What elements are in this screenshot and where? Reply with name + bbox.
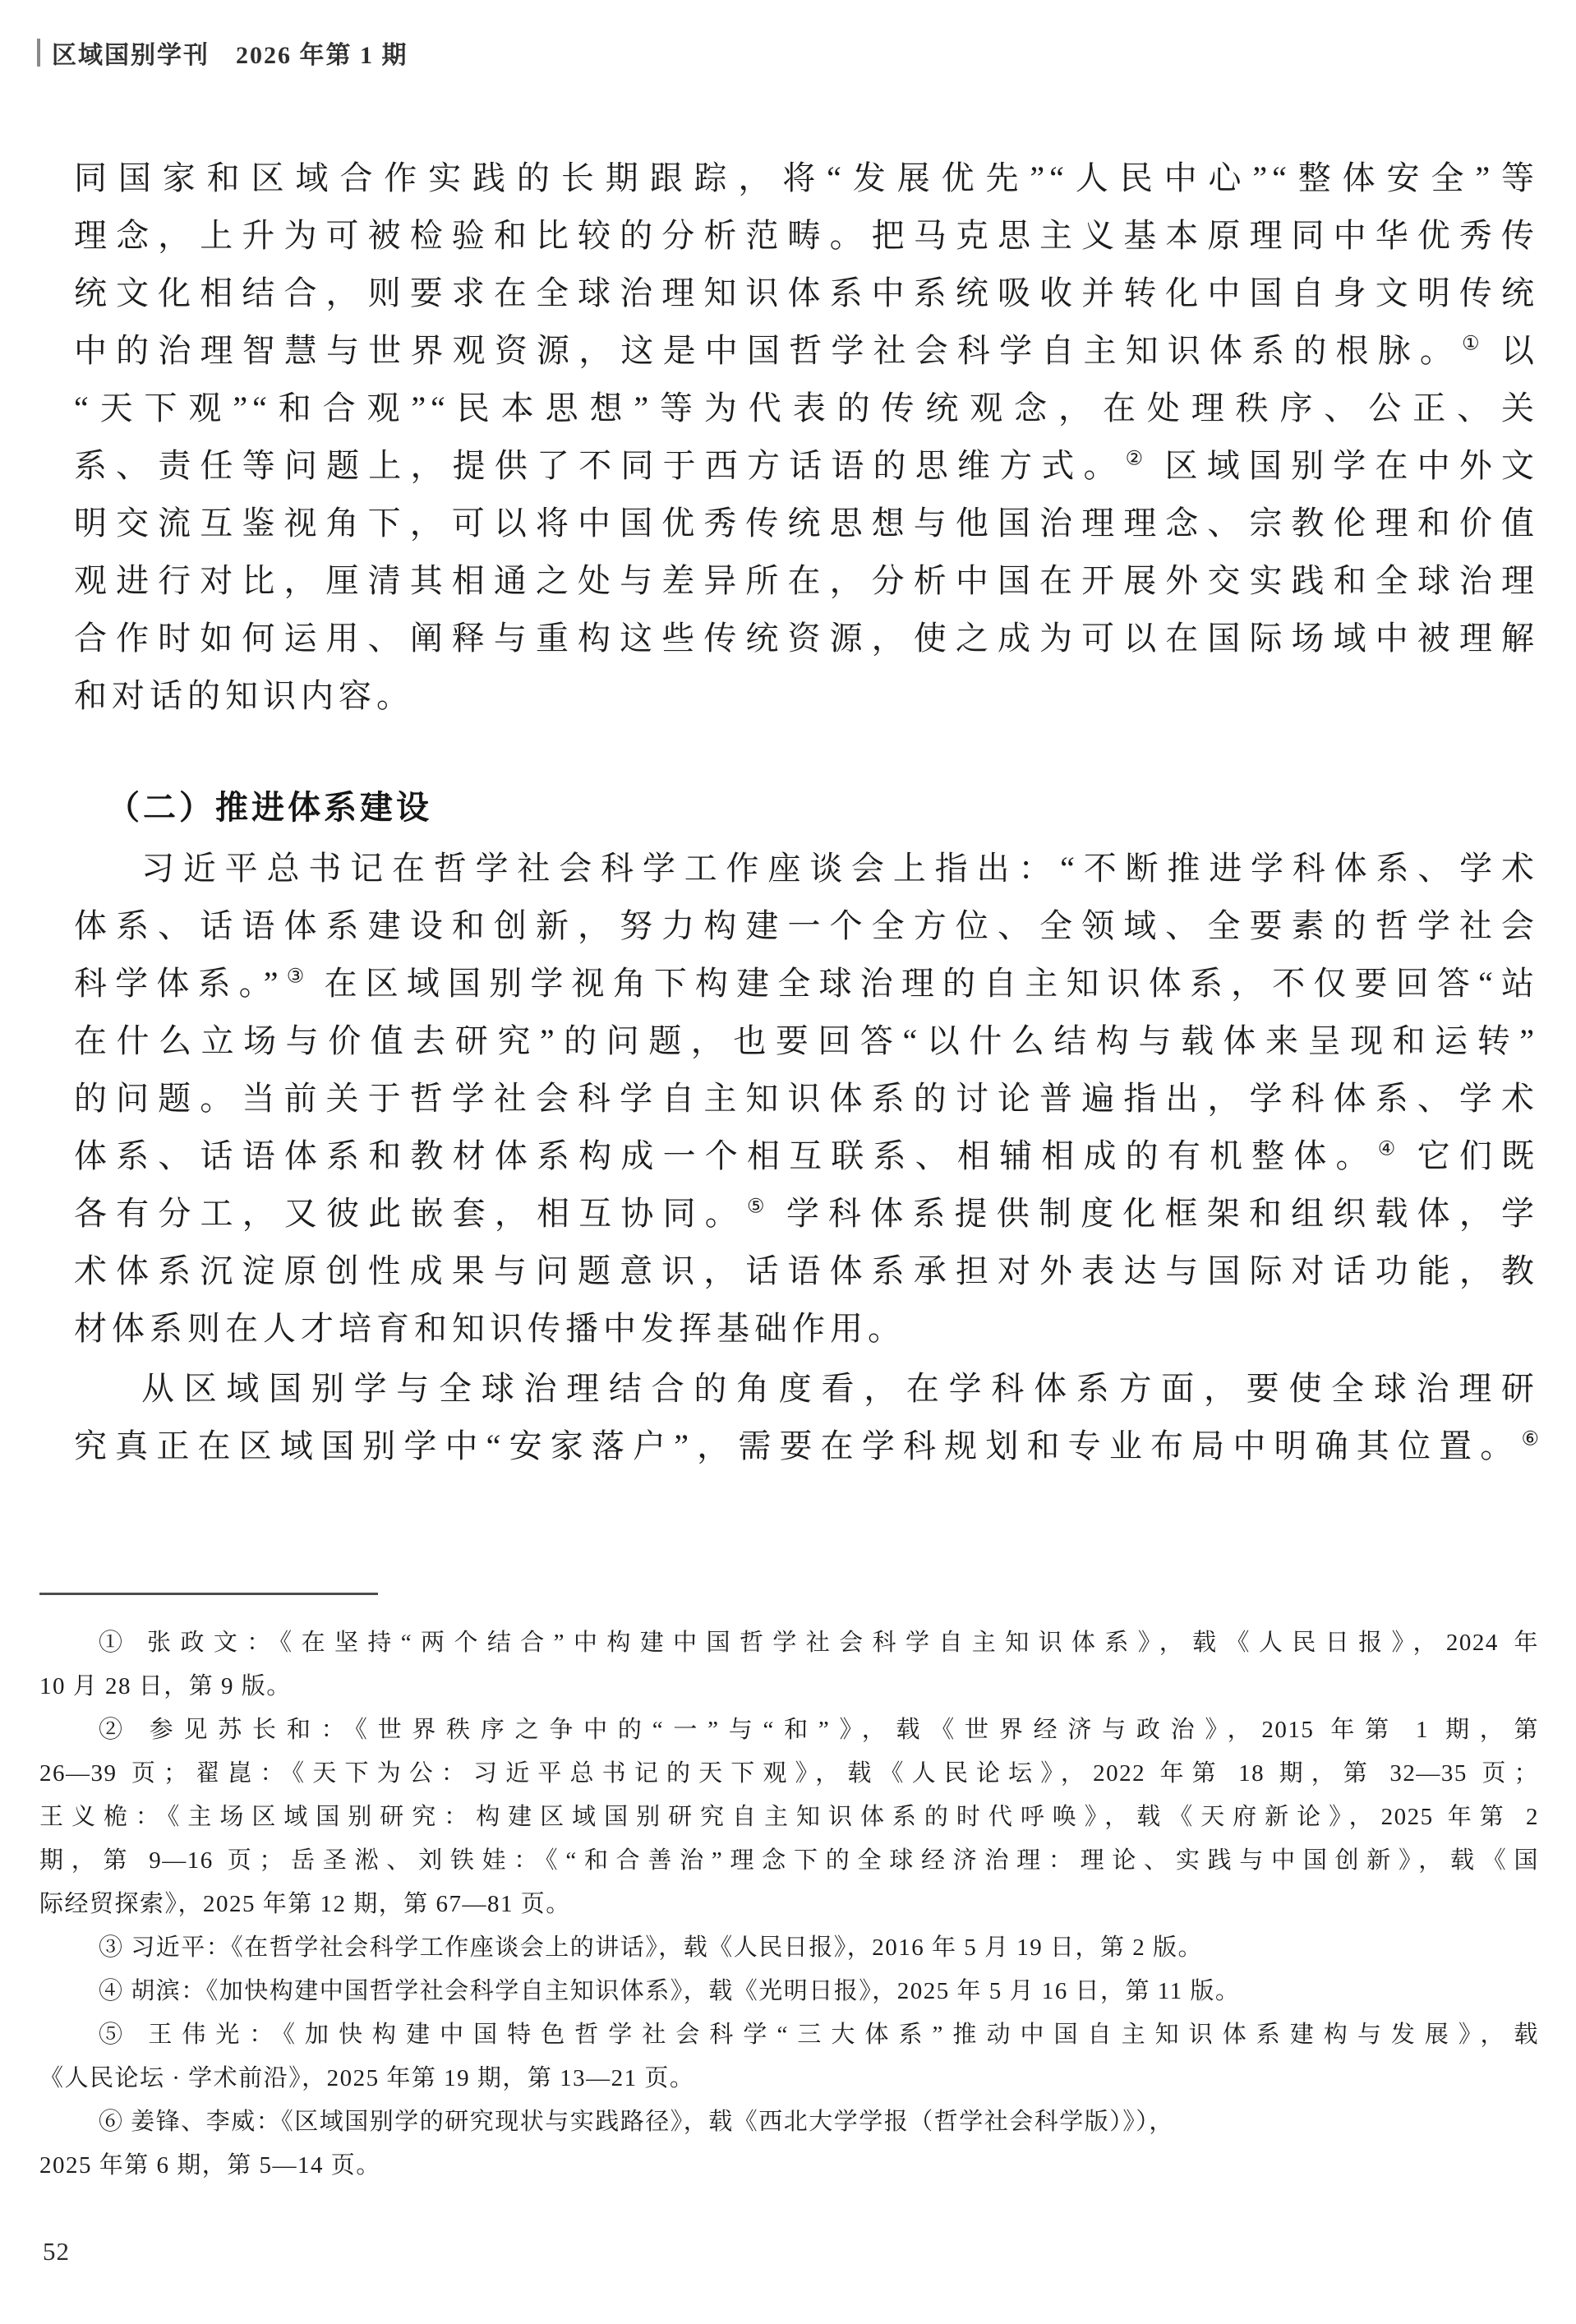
footnote-line: ⑤ 王伟光：《加快构建中国特色哲学社会科学“三大体系”推动中国自主知识体系建构与发展》，载 [99, 2022, 1539, 2048]
header-divider-bar [37, 39, 40, 67]
text-line: 体系、话语体系和教材体系构成一个相互联系、相辅相成的有机整体。④ 它们既 [74, 1137, 1540, 1174]
paragraph-2 [74, 840, 1539, 1358]
footnote-line: 26—39 页；翟崑：《天下为公：习近平总书记的天下观》，载《人民论坛》，2022 年第 18 期，第 32—35 页； [39, 1760, 1539, 1787]
text-line: 材体系则在人才培育和知识传播中发挥基础作用。 [74, 1310, 906, 1347]
footnote-line: ② 参见苏长和：《世界秩序之争中的“一”与“和”》，载《世界经济与政治》，2015 年第 1 期，第 [99, 1717, 1539, 1743]
text-line: 在什么立场与价值去研究”的问题，也要回答“以什么结构与载体来呈现和运转” [74, 1022, 1539, 1059]
footnote-divider [39, 1593, 378, 1595]
text-line: 理念，上升为可被检验和比较的分析范畴。把马克思主义基本原理同中华优秀传 [74, 217, 1539, 254]
footnote-3 [39, 1926, 1539, 1970]
text-line: 从区域国别学与全球治理结合的角度看，在学科体系方面，要使全球治理研 [141, 1370, 1539, 1407]
text-line: 体系、话语体系建设和创新，努力构建一个全方位、全领域、全要素的哲学社会 [74, 907, 1539, 944]
text-line: 统文化相结合，则要求在全球治理知识体系中系统吸收并转化中国自身文明传统 [74, 274, 1539, 311]
footnote-line: 王义桅：《主场区域国别研究：构建区域国别研究自主知识体系的时代呼唤》，载《天府新论》，2025 年第 2 [39, 1804, 1539, 1830]
text-line: 中的治理智慧与世界观资源，这是中国哲学社会科学自主知识体系的根脉。① 以 [74, 332, 1540, 369]
paragraph-1 [74, 150, 1539, 725]
section-heading: （二）推进体系建设 [107, 790, 432, 826]
text-line: “天下观”“和合观”“民本思想”等为代表的传统观念，在处理秩序、公正、关 [74, 390, 1539, 427]
footnote-line: ⑥ 姜锋、李威：《区域国别学的研究现状与实践路径》，载《西北大学学报（哲学社会科学版）》）， [99, 2109, 1174, 2135]
footnote-line: 《人民论坛 · 学术前沿》，2025 年第 19 期，第 13—21 页。 [39, 2065, 695, 2091]
footnote-1 [39, 1621, 1539, 1708]
page-number: 52 [43, 2237, 70, 2266]
paragraph-3 [74, 1360, 1539, 1475]
text-line: 各有分工，又彼此嵌套，相互协同。⑤ 学科体系提供制度化框架和组织载体，学 [74, 1195, 1540, 1232]
text-line: 究真正在区域国别学中“安家落户”，需要在学科规划和专业布局中明确其位置。⑥ [74, 1427, 1539, 1464]
footnote-5 [39, 2013, 1539, 2100]
footnote-2 [39, 1708, 1539, 1926]
text-line: 科学体系。”③ 在区域国别学视角下构建全球治理的自主知识体系，不仅要回答“站 [74, 965, 1539, 1002]
text-line: 合作时如何运用、阐释与重构这些传统资源，使之成为可以在国际场域中被理解 [74, 620, 1539, 657]
journal-title-issue: 区域国别学刊 2026 年第 1 期 [52, 42, 408, 69]
text-line: 和对话的知识内容。 [74, 677, 414, 714]
text-line: 术体系沉淀原创性成果与问题意识，话语体系承担对外表达与国际对话功能，教 [74, 1252, 1539, 1289]
text-line: 习近平总书记在哲学社会科学工作座谈会上指出：“不断推进学科体系、学术 [141, 850, 1539, 887]
text-line: 观进行对比，厘清其相通之处与差异所在，分析中国在开展外交实践和全球治理 [74, 562, 1539, 599]
footnote-line: ① 张政文：《在坚持“两个结合”中构建中国哲学社会科学自主知识体系》，载《人民日报》，2024 年 [99, 1630, 1539, 1656]
footnote-line: 际经贸探索》，2025 年第 12 期，第 67—81 页。 [39, 1891, 571, 1917]
text-line: 同国家和区域合作实践的长期跟踪，将“发展优先”“人民中心”“整体安全”等 [74, 159, 1539, 196]
running-head [37, 35, 408, 71]
text-line: 明交流互鉴视角下，可以将中国优秀传统思想与他国治理理念、宗教伦理和价值 [74, 505, 1539, 542]
footnotes [39, 1621, 1539, 2188]
footnote-line: ③ 习近平：《在哲学社会科学工作座谈会上的讲话》，载《人民日报》，2016 年 5 月 19 日，第 2 版。 [99, 1934, 1204, 1961]
footnote-4 [39, 1970, 1539, 2013]
footnote-line: 期，第 9—16 页；岳圣淞、刘铁娃：《“和合善治”理念下的全球经济治理：理论、实践与中国创新》，载《国 [39, 1847, 1539, 1874]
footnote-line: 2025 年第 6 期，第 5—14 页。 [39, 2152, 381, 2179]
footnote-line: ④ 胡滨：《加快构建中国哲学社会科学自主知识体系》，载《光明日报》，2025 年 5 月 16 日，第 11 版。 [99, 1978, 1241, 2004]
text-line: 系、责任等问题上，提供了不同于西方话语的思维方式。② 区域国别学在中外文 [74, 447, 1540, 484]
footnote-line: 10 月 28 日，第 9 版。 [39, 1673, 292, 1699]
footnote-6 [39, 2100, 1539, 2188]
text-line: 的问题。当前关于哲学社会科学自主知识体系的讨论普遍指出，学科体系、学术 [74, 1080, 1539, 1117]
